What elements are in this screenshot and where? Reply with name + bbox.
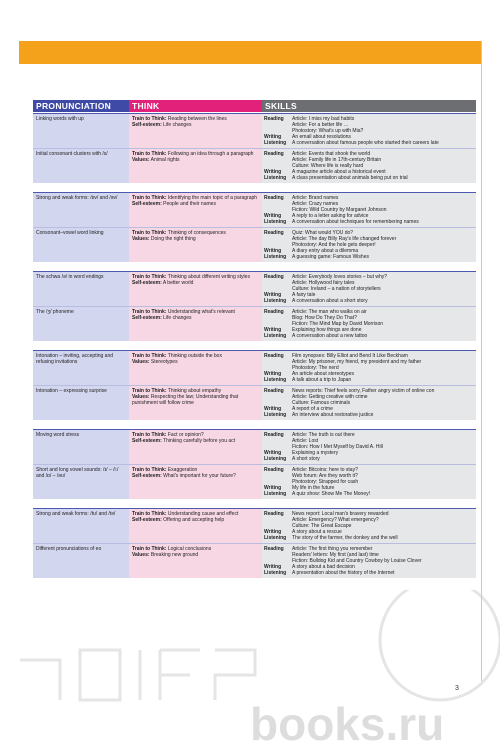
skill-type: Listening (264, 298, 287, 304)
think-text: What's important for your future? (163, 473, 236, 479)
think-line (132, 359, 259, 365)
skill-type: Listening (264, 456, 287, 462)
unit-block (33, 113, 476, 183)
skill-item: Article: My prisoner, my friend, my president and my father (292, 359, 422, 365)
skill-item: Article: Lost (292, 438, 319, 444)
think-label: Values: (132, 157, 150, 163)
skill-type: Reading (264, 353, 284, 359)
skill-entry (264, 309, 473, 327)
think-label: Train to Think: (132, 467, 167, 473)
skill-type: Listening (264, 491, 287, 497)
skill-type: Writing (264, 248, 282, 254)
skill-item: A guessing game: Famous Wishes (292, 254, 369, 260)
table-row (33, 544, 476, 578)
pronunciation-cell: Intonation – inviting, accepting and refusing invitations (33, 351, 129, 385)
think-text: Exaggeration (167, 467, 198, 473)
table-row (33, 193, 476, 228)
skill-items (292, 377, 473, 383)
think-text: Understanding what's relevant (167, 309, 235, 315)
think-cell (129, 272, 262, 306)
think-line (132, 122, 259, 128)
pronunciation-cell: The /ʒ/ phoneme (33, 307, 129, 341)
unit-block (33, 192, 476, 262)
skill-item: Article: Everybody loves stories – but why? (292, 274, 388, 280)
think-label: Values: (132, 359, 150, 365)
skill-item: Explaining how things are done (292, 327, 362, 333)
skills-cell (262, 228, 476, 262)
skill-item: Culture: Ireland – a nation of storytellers (292, 286, 381, 292)
think-line (132, 552, 259, 558)
think-text: Stereotypes (150, 359, 178, 365)
think-line (132, 315, 259, 321)
pronunciation-cell: Moving word stress (33, 430, 129, 464)
think-label: Values: (132, 394, 150, 400)
think-cell (129, 114, 262, 148)
skill-item: Article: Events that shook the world (292, 151, 371, 157)
think-line (132, 394, 259, 406)
skill-item: A presentation about the history of the Internet (292, 570, 395, 576)
pronunciation-cell: Strong and weak forms: /ɒv/ and /əv/ (33, 193, 129, 227)
skill-type: Listening (264, 140, 287, 146)
think-text: Life changes (163, 315, 192, 321)
skill-items (292, 353, 473, 371)
skill-item: Culture: The Great Escape (292, 523, 352, 529)
skill-type: Writing (264, 213, 282, 219)
skill-item: Article: The man who walks on air (292, 309, 367, 315)
skills-cell (262, 351, 476, 385)
think-label: Train to Think: (132, 309, 167, 315)
skill-items (292, 511, 473, 529)
skill-item: Article: Bitcoins: here to stay? (292, 467, 358, 473)
table-row (33, 228, 476, 262)
skill-type: Writing (264, 406, 282, 412)
think-text: Animal rights (150, 157, 180, 163)
skill-type: Listening (264, 219, 287, 225)
skill-item: News reports: Thief feels sorry, Father angry victim of online con (292, 388, 435, 394)
pronunciation-cell: Different pronunciations of eo (33, 544, 129, 578)
skill-entry (264, 535, 473, 541)
skill-item: Quiz: What would YOU do? (292, 230, 354, 236)
skill-entry (264, 151, 473, 169)
think-line (132, 438, 259, 444)
skill-entry (264, 456, 473, 462)
skill-type: Reading (264, 467, 284, 473)
skill-item: A story about a bad decision (292, 564, 355, 570)
pronunciation-cell: The schwa /ə/ in word endings (33, 272, 129, 306)
think-line (132, 157, 259, 163)
skill-entry (264, 116, 473, 134)
skill-items (292, 546, 473, 564)
skill-entry (264, 377, 473, 383)
skill-item: A report of a crime (292, 406, 333, 412)
skill-item: My life in the future (292, 485, 335, 491)
think-label: Train to Think: (132, 195, 167, 201)
skill-item: Culture: Where life is really hard (292, 163, 364, 169)
think-text: Thinking about empathy (167, 388, 222, 394)
think-line (132, 517, 259, 523)
skill-type: Listening (264, 377, 287, 383)
skill-type: Reading (264, 116, 284, 122)
skill-type: Listening (264, 254, 287, 260)
skill-items (292, 412, 473, 418)
skill-type: Reading (264, 151, 284, 157)
skills-cell (262, 272, 476, 306)
skill-item: A conversation about a short story (292, 298, 368, 304)
skill-type: Writing (264, 327, 282, 333)
units-container (33, 113, 476, 578)
think-line (132, 201, 259, 207)
skill-type: Reading (264, 546, 284, 552)
pronunciation-cell: Linking words with up (33, 114, 129, 148)
skill-item: A conversation about a new tattoo (292, 333, 368, 339)
pronunciation-cell: Intonation – expressing surprise (33, 386, 129, 420)
skill-entry (264, 175, 473, 181)
skill-item: Photostory: And the hole gets deeper! (292, 242, 376, 248)
pronunciation-cell: Consonant–vowel word linking (33, 228, 129, 262)
table-row (33, 272, 476, 307)
skill-type: Writing (264, 169, 282, 175)
think-cell (129, 430, 262, 464)
skills-cell (262, 430, 476, 464)
skill-type: Writing (264, 564, 282, 570)
skill-type: Listening (264, 412, 287, 418)
skill-entry (264, 219, 473, 225)
skill-item: A story about a rescue (292, 529, 342, 535)
skill-item: A class presentation about animals being put on trial (292, 175, 408, 181)
table-row (33, 114, 476, 149)
skill-item: Article: Getting creative with crime (292, 394, 368, 400)
skill-entry (264, 388, 473, 406)
think-cell (129, 386, 262, 420)
skill-item: Article: For a better life … (292, 122, 349, 128)
skill-item: An email about resolutions (292, 134, 351, 140)
skill-type: Writing (264, 292, 282, 298)
skill-items (292, 274, 473, 292)
skill-item: Web forum: Are they worth it? (292, 473, 358, 479)
skill-type: Writing (264, 485, 282, 491)
think-label: Train to Think: (132, 388, 167, 394)
skill-item: Article: The truth is out there (292, 432, 355, 438)
orange-header-bar (19, 41, 481, 64)
skill-item: Photostory: Strapped for cash (292, 479, 359, 485)
skill-item: A talk about a trip to Japan (292, 377, 352, 383)
skill-entry (264, 353, 473, 371)
think-text: Thinking carefully before you act (163, 438, 236, 444)
contents-table (33, 100, 476, 587)
skill-type: Listening (264, 333, 287, 339)
table-row (33, 149, 476, 183)
skill-item: A reply to a letter asking for advice (292, 213, 369, 219)
skill-item: A quiz show: Show Me The Money! (292, 491, 371, 497)
skill-items (292, 254, 473, 260)
pronunciation-cell: Initial consonant clusters with /s/ (33, 149, 129, 183)
skill-items (292, 456, 473, 462)
skill-items (292, 219, 473, 225)
skill-item: Article: Hollywood fairy tales (292, 280, 355, 286)
skill-type: Writing (264, 134, 282, 140)
skill-items (292, 140, 473, 146)
think-cell (129, 149, 262, 183)
think-text: Breaking new ground (150, 552, 199, 558)
skill-item: Photostory: The nerd (292, 365, 339, 371)
skill-items (292, 298, 473, 304)
pronunciation-cell: Strong and weak forms: /tʊ/ and /tə/ (33, 509, 129, 543)
think-label: Train to Think: (132, 511, 167, 517)
page-number: 3 (455, 685, 459, 692)
skill-items (292, 388, 473, 406)
skill-items (292, 570, 473, 576)
skill-type: Listening (264, 175, 287, 181)
skill-item: Article: Crazy names (292, 201, 339, 207)
skill-entry (264, 274, 473, 292)
unit-block (33, 508, 476, 578)
think-cell (129, 509, 262, 543)
think-text: Respecting the law; Understanding that punishment will follow crime (132, 394, 239, 406)
think-label: Self-esteem: (132, 280, 162, 286)
pronunciation-cell: Short and long vowel sounds: /ɪ/ – /iː/ and /ɒ/ – /əʊ/ (33, 465, 129, 499)
think-label: Self-esteem: (132, 201, 162, 207)
skill-entry (264, 412, 473, 418)
think-line (132, 473, 259, 479)
think-label: Values: (132, 552, 150, 558)
skill-entry (264, 195, 473, 213)
skill-entry (264, 333, 473, 339)
skill-item: Fiction: Bulldog Kid and Country Cowboy by Louise Clover (292, 558, 422, 564)
header-pronunciation: PRONUNCIATION (33, 100, 129, 112)
skill-item: Article: Emergency? What emergency? (292, 517, 379, 523)
skill-item: A short story (292, 456, 320, 462)
skill-item: A fairy tale (292, 292, 316, 298)
skill-type: Listening (264, 535, 287, 541)
skill-items (292, 116, 473, 134)
skill-items (292, 467, 473, 485)
skill-type: Reading (264, 195, 284, 201)
skill-type: Reading (264, 432, 284, 438)
table-row (33, 430, 476, 465)
skill-item: Film synopses: Billy Elliot and Bend It Like Beckham (292, 353, 408, 359)
skill-entry (264, 230, 473, 248)
skills-cell (262, 193, 476, 227)
skill-entry (264, 467, 473, 485)
think-text: Thinking of consequences (167, 230, 226, 236)
think-label: Train to Think: (132, 151, 167, 157)
skill-items (292, 309, 473, 327)
skill-item: Article: I miss my bad habits (292, 116, 355, 122)
skill-items (292, 175, 473, 181)
skills-cell (262, 149, 476, 183)
unit-block (33, 350, 476, 420)
think-text: Offering and accepting help (163, 517, 225, 523)
skill-entry (264, 491, 473, 497)
think-text: Doing the right thing (150, 236, 196, 242)
skill-type: Writing (264, 529, 282, 535)
svg-text:books.ru: books.ru (250, 698, 445, 750)
skill-type: Writing (264, 371, 282, 377)
skill-type: Reading (264, 274, 284, 280)
think-label: Self-esteem: (132, 517, 162, 523)
think-label: Self-esteem: (132, 122, 162, 128)
think-label: Train to Think: (132, 230, 167, 236)
skill-item: A magazine article about a historical event (292, 169, 386, 175)
skill-items (292, 432, 473, 450)
skill-item: Article: Brand names (292, 195, 339, 201)
think-label: Train to Think: (132, 274, 167, 280)
skill-items (292, 333, 473, 339)
skills-cell (262, 114, 476, 148)
table-row (33, 509, 476, 544)
header-skills: SKILLS (262, 100, 476, 112)
skill-item: Fiction: How I Met Myself by David A. Hill (292, 444, 383, 450)
think-label: Values: (132, 236, 150, 242)
table-row (33, 465, 476, 499)
skill-item: News report: Local man's bravery rewarded (292, 511, 389, 517)
think-cell (129, 228, 262, 262)
skill-items (292, 195, 473, 213)
think-label: Train to Think: (132, 353, 167, 359)
skill-entry (264, 511, 473, 529)
unit-block (33, 271, 476, 341)
think-text: A better world (162, 280, 194, 286)
unit-block (33, 429, 476, 499)
think-text: Reading between the lines (167, 116, 227, 122)
think-text: Fact or opinion? (167, 432, 204, 438)
skill-type: Reading (264, 388, 284, 394)
skills-cell (262, 386, 476, 420)
think-label: Self-esteem: (132, 315, 162, 321)
skill-type: Reading (264, 511, 284, 517)
skill-item: A conversation about famous people who started their careers late (292, 140, 439, 146)
think-cell (129, 351, 262, 385)
think-text: Thinking outside the box (167, 353, 222, 359)
skill-item: Blog: How Do They Do That? (292, 315, 357, 321)
think-cell (129, 465, 262, 499)
skill-type: Writing (264, 450, 282, 456)
skill-item: Explaining a mystery (292, 450, 339, 456)
think-text: Following an idea through a paragraph (167, 151, 254, 157)
think-cell (129, 544, 262, 578)
think-label: Train to Think: (132, 432, 167, 438)
skill-entry (264, 432, 473, 450)
skill-item: The story of the farmer, the donkey and the well (292, 535, 398, 541)
skill-item: Article: Family life in 17th-century Britain (292, 157, 382, 163)
table-row (33, 351, 476, 386)
think-line (132, 280, 259, 286)
skill-entry (264, 546, 473, 564)
skill-item: An interview about restorative justice (292, 412, 374, 418)
think-text: Life changes (163, 122, 192, 128)
skill-item: A conversation about techniques for remembering names (292, 219, 419, 225)
table-header (33, 100, 476, 112)
skill-entry (264, 298, 473, 304)
think-text: Logical conclusions (167, 546, 212, 552)
think-text: Identifying the main topic of a paragraph (167, 195, 258, 201)
think-cell (129, 307, 262, 341)
skill-item: Article: The day Billy Ray's life changed forever (292, 236, 397, 242)
think-text: Thinking about different writing styles (167, 274, 250, 280)
skills-cell (262, 509, 476, 543)
skill-entry (264, 254, 473, 260)
skill-items (292, 535, 473, 541)
watermark-logo (0, 590, 500, 750)
skill-item: Culture: Famous criminals (292, 400, 351, 406)
skill-item: A diary entry about a dilemma (292, 248, 359, 254)
skill-item: Readers' letters: My first (and last) time (292, 552, 379, 558)
skill-items (292, 151, 473, 169)
skill-items (292, 230, 473, 248)
skill-type: Listening (264, 570, 287, 576)
think-label: Self-esteem: (132, 473, 162, 479)
think-text: People and their names (163, 201, 216, 207)
skill-entry (264, 570, 473, 576)
skill-item: Article: The first thing you remember (292, 546, 373, 552)
skill-item: Fiction: Wild Country by Margaret Johnson (292, 207, 387, 213)
skill-items (292, 491, 473, 497)
skill-item: An article about stereotypes (292, 371, 354, 377)
skill-entry (264, 140, 473, 146)
think-line (132, 236, 259, 242)
page-edge-line (481, 41, 482, 681)
table-row (33, 386, 476, 420)
think-label: Train to Think: (132, 116, 167, 122)
table-row (33, 307, 476, 341)
think-label: Train to Think: (132, 546, 167, 552)
think-label: Self-esteem: (132, 438, 162, 444)
think-text: Understanding cause and effect (167, 511, 239, 517)
skill-type: Reading (264, 230, 284, 236)
skill-type: Reading (264, 309, 284, 315)
think-cell (129, 193, 262, 227)
skills-cell (262, 544, 476, 578)
skills-cell (262, 307, 476, 341)
header-think: THINK (129, 100, 262, 112)
skill-item: Fiction: The Mind Map by David Morrison (292, 321, 384, 327)
skills-cell (262, 465, 476, 499)
skill-item: Photostory: What's up with Mia? (292, 128, 364, 134)
